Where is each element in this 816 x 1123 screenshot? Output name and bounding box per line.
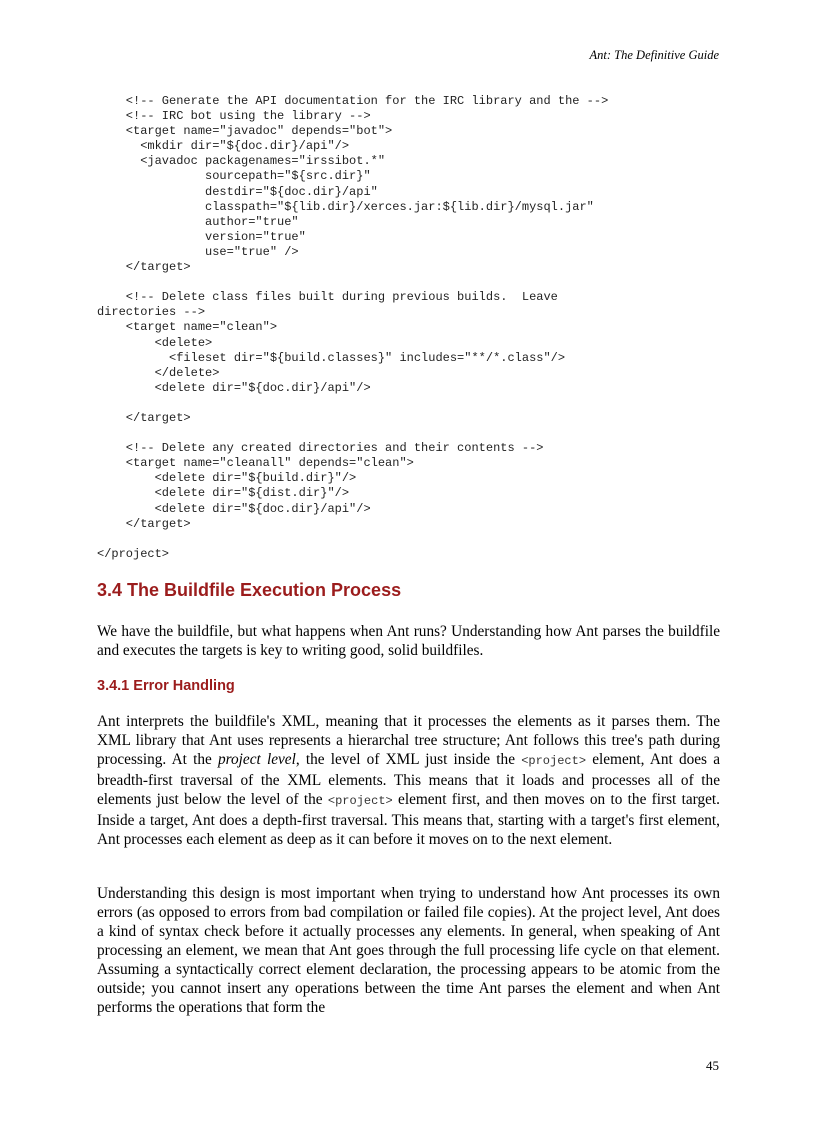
code-line: <target name="clean"> [97, 320, 278, 335]
code-line: version="true" [97, 229, 306, 244]
code-line: <delete dir="${dist.dir}"/> [97, 486, 350, 501]
code-line: <!-- Generate the API documentation for the IRC library and the --> [97, 94, 609, 108]
code-line: author="true" [97, 214, 299, 229]
section-heading: 3.4 The Buildfile Execution Process [97, 580, 402, 600]
code-line: </target> [97, 410, 191, 425]
code-line: <javadoc packagenames="irssibot.*" [97, 154, 386, 169]
code-line: <mkdir dir="${doc.dir}/api"/> [97, 139, 350, 154]
code-line: use="true" /> [97, 244, 299, 259]
page-number: 45 [706, 1058, 719, 1073]
paragraph-text: element first, and then moves on to the first target. Inside a target, Ant does a depth-first traversal. This means that, starting with a target's first element, Ant processes each element as deep as it can before it moves on to the next element. [97, 791, 720, 848]
code-line: </target> [97, 516, 191, 531]
code-line: <!-- Delete class files built during previous builds. Leave [97, 290, 558, 305]
subsection-heading: 3.4.1 Error Handling [97, 678, 235, 694]
code-line: <delete dir="${doc.dir}/api"/> [97, 501, 371, 516]
code-line: <delete> [97, 335, 213, 350]
code-line: <delete dir="${build.dir}"/> [97, 471, 357, 486]
code-line: <delete dir="${doc.dir}/api"/> [97, 380, 371, 395]
code-line: directories --> [97, 305, 206, 320]
error-handling-paragraph-1 [97, 712, 720, 849]
code-line: sourcepath="${src.dir}" [97, 169, 371, 184]
code-line: <target name="javadoc" depends="bot"> [97, 124, 393, 139]
paragraph-text: element, Ant does a breadth-first traversal of the XML elements. This means that it loads and processes all of the elements just below the level of the [97, 751, 720, 808]
inline-code-project: <project> [521, 754, 587, 768]
error-handling-paragraph-2: Understanding this design is most important when trying to understand how Ant processes its own errors (as opposed to errors from bad compilation or failed file copies). At the project level, Ant does a kind of syntax check before it actually processes any elements. In general, when speaking of Ant processing an element, we mean that Ant goes through the full processing life cycle on that element. Assuming a syntactically correct element declaration, the processing appears to be atomic from the outside; you cannot insert any operations between the time Ant parses the element and when Ant performs the operations that form the [97, 885, 720, 1016]
paragraph-text: , the level of XML just inside the [295, 751, 522, 768]
emphasis-project-level: project level [218, 751, 296, 768]
code-line: destdir="${doc.dir}/api" [97, 184, 378, 199]
code-line: <!-- IRC bot using the library --> [97, 109, 371, 124]
code-line: </project> [97, 546, 170, 561]
code-line: <fileset dir="${build.classes}" includes="**/*.class"/> [97, 350, 566, 365]
code-line: <!-- Delete any created directories and their contents --> [97, 441, 544, 456]
running-header: Ant: The Definitive Guide [589, 48, 719, 62]
inline-code-project: <project> [327, 794, 393, 808]
code-listing [97, 94, 608, 562]
paragraph-text: Ant interprets the buildfile's XML, meaning that it processes the elements as it parses them. The XML library that Ant uses represents a hierarchal tree structure; Ant follows this tree's path during processing. At the [97, 713, 720, 768]
code-line: </target> [97, 260, 191, 275]
code-line: <target name="cleanall" depends="clean"> [97, 456, 414, 471]
code-line: classpath="${lib.dir}/xerces.jar:${lib.dir}/mysql.jar" [97, 199, 594, 214]
intro-paragraph: We have the buildfile, but what happens when Ant runs? Understanding how Ant parses the buildfile and executes the targets is key to writing good, solid buildfiles. [97, 623, 720, 659]
code-line: </delete> [97, 365, 220, 380]
